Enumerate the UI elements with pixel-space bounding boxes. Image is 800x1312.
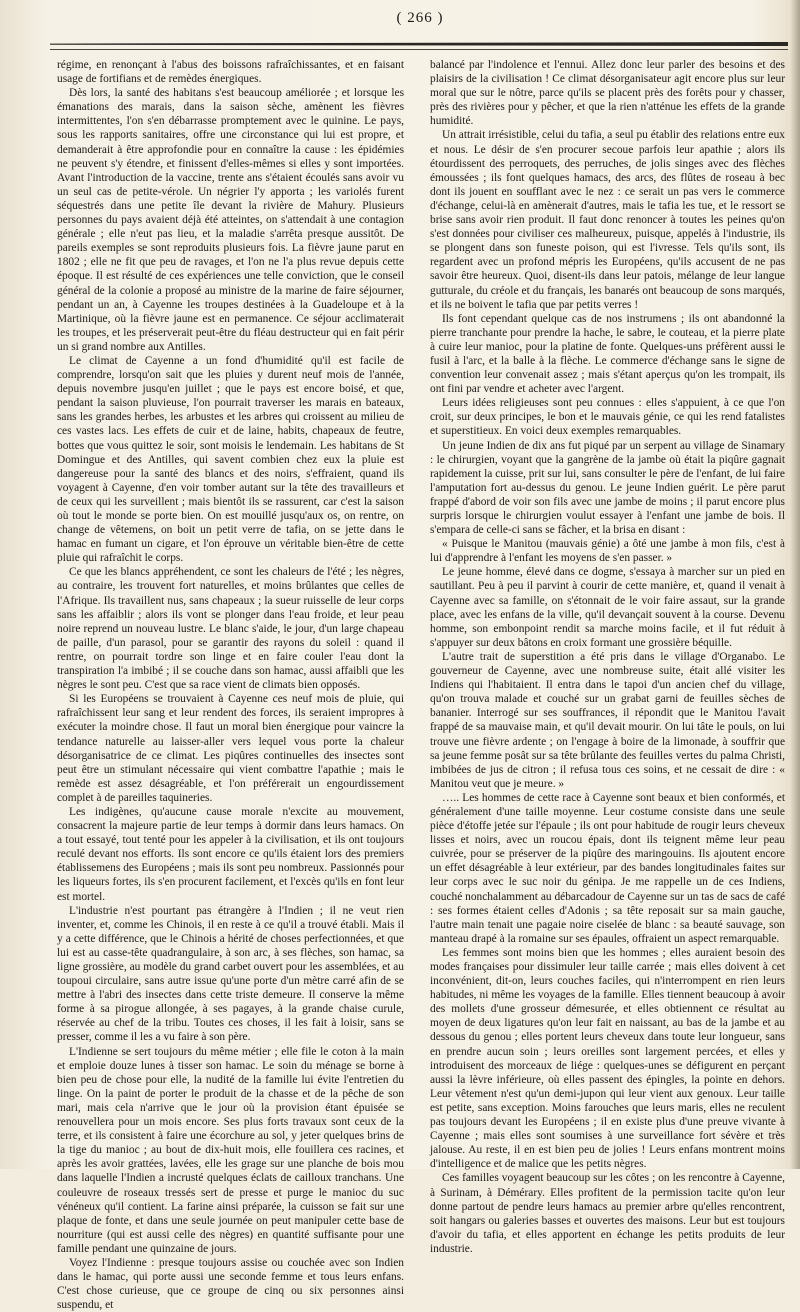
right-column: [430, 58, 785, 1255]
paragraph: Ils font cependant quelque cas de nos instrumens ; ils ont abandonné la pierre tranchante pour prendre la hache, le sabre, le couteau, et la pierre plate à cuire leur manioc, pour la platine de fonte. Quelques-uns préfèrent aussi le fusil à l'arc, et la balle à la flèche. Le commerce d'échange sans le signe de convention leur convenait assez ; mais s'étant aperçus qu'on les trompait, ils ont fini par vendre et acheter avec l'argent.: [430, 312, 785, 396]
paragraph: Voyez l'Indienne : presque toujours assise ou couchée avec son Indien dans le hamac, qui porte aussi une seconde femme et tous leurs enfans. C'est chose curieuse, que ce groupe de cinq ou six personnes ainsi suspendu, et: [57, 1256, 404, 1312]
header-rule-thin: [50, 49, 788, 50]
page-edge-shadow: [790, 0, 800, 1169]
paragraph: Le jeune homme, élevé dans ce dogme, s'essaya à marcher sur un pied en sautillant. Peu à peu il parvint à courir de cette manière, et, quand il venait à Cayenne avec sa famille, on s'étonnait de le voir faire assaut, sur la grande place, avec les enfans de la ville, qu'il devançait souvent à la course. Devenu homme, son embonpoint rendit sa marche moins facile, et il fut réduit à s'appuyer sur deux bâtons en croix formant une grossière béquille.: [430, 566, 785, 649]
paragraph: L'industrie n'est pourtant pas étrangère à l'Indien ; il ne veut rien inventer, et, comme les Chinois, il en reste à ce qu'il a trouvé établi. Mais il y a cette différence, que le Chinois a hérité de choses perfectionnées, et que lui est au casse-tête quadrangulaire, à son arc, à ses flèches, son hamac, sa ligne grossière, au modèle du grand carbet ouvert pour les assemblées, et au toupoui circulaire, sans autre issue qu'une porte d'un mètre carré afin de se mettre à l'abri des insectes dans cette triste demeure. Il conserve la même forme à sa pirogue allongée, à ses pagayes, à la grande chaise curule, réservée au chef de la tribu. Toutes ces choses, il les fait à loisir, sans se presser, comme il les a vu faire à son père.: [57, 904, 404, 1044]
left-column: [57, 58, 404, 1312]
paragraph: balancé par l'indolence et l'ennui. Allez donc leur parler des besoins et des plaisirs de la civilisation ! Ce climat désorganisateur agit encore plus sur leur moral que sur le nôtre, parce qu'ils se placent près des forêts pour y chasser, près des rivières pour y pêcher, et que la rien n'atténue les effets de la grande humidité.: [430, 59, 785, 128]
paragraph: Ce que les blancs appréhendent, ce sont les chaleurs de l'été ; les nègres, au contraire, les trouvent fort naturelles, et moins brûlantes que celles de l'Afrique. Ils travaillent nus, sans chapeaux ; la sueur ruisselle de leur corps sans les affaiblir ; alors ils vont se plonger dans l'eau froide, et leur peau noire reprend un nouveau lustre. Le blanc s'aide, le jour, d'un large chapeau de paille, d'un parasol, pour se garantir des rayons du soleil : quand il rentre, on pourrait tordre son linge et en faire couler l'eau dont la transpiration l'a imbibé ; il se couche dans son hamac, aussi affaibli que les nègres le sont peu. C'est que sa race vient de climats bien opposés.: [57, 566, 404, 692]
paragraph: Le climat de Cayenne a un fond d'humidité qu'il est facile de comprendre, lorsqu'on sait que les pluies y durent neuf mois de l'année, depuis novembre jusqu'en juillet ; que le pays est encore boisé, et que, pendant la saison pluvieuse, l'on pourrait traverser les marais en bateaux, sans les grandes herbes, les arbustes et les arbres qui croissent au milieu de ces vastes lacs. Les effets de cuir et de laine, habits, chapeaux de feutre, bottes que vous quittez le soir, sont moisis le lendemain. Les habitans de St Domingue et des Antilles, qui savent combien chez eux la pluie est dangereuse pour la santé des blancs et des noirs, s'effraient, quand ils voyagent à Cayenne, d'en voir tomber autant sur la tête des travailleurs et de ceux qui les surveillent ; mais bientôt ils se rassurent, car c'est la saison où tout le monde se porte bien. On est mouillé jusqu'aux os, on rentre, on change de vêtemens, on boit un petit verre de tafia, on se jette dans le hamac en fumant un cigare, et l'on éprouve un véritable bien-être de cette pluie qui rafraîchit le corps.: [57, 354, 404, 565]
paragraph: régime, en renonçant à l'abus des boissons rafraîchissantes, et en faisant usage de fortifians et de remèdes énergiques.: [57, 59, 404, 86]
paragraph: Dès lors, la santé des habitans s'est beaucoup améliorée ; et lorsque les émanations des marais, dans la saison sèche, amènent les fièvres intermittentes, l'on s'en débarrasse promptement avec le quinine. Le pays, sous les rapports sanitaires, offre une circonstance qui lui est propre, et demanderait à être approfondie pour en connaître la cause : les épidémies ne peuvent s'y étendre, et finissent d'elles-mêmes si elles y sont importées. Avant l'introduction de la vaccine, trente ans s'étaient écoulés sans avoir vu un seul cas de petite-vérole. Un négrier l'y apporta ; les variolés furent séquestrés dans une petite île devant la rivière de Mahury. Plusieurs personnes du pays avaient déjà été atteintes, on s'attendait à une contagion générale ; elle n'eut pas lieu, et la maladie s'arrêta presque aussitôt. De pareils exemples se sont reproduits plusieurs fois. La fièvre jaune parut en 1802 ; elle ne fit que peu de ravages, et l'on ne l'a plus revue depuis cette époque. Il est résulté de ces expériences une telle conviction, que le conseil général de la colonie a proposé au ministre de la marine de faire séjourner, pendant un an, à Cayenne les troupes destinées à la Guadeloupe et à la Martinique, où la fièvre jaune est en permanence. Ce séjour acclimaterait les troupes, et les préserverait peut-être du fléau destructeur qui en fait périr un si grand nombre aux Antilles.: [57, 87, 404, 353]
paragraph: Leurs idées religieuses sont peu connues : elles s'appuient, à ce que l'on croit, sur deux principes, le bon et le mauvais génie, ce qui les rend fatalistes et superstitieux. En voici deux exemples remarquables.: [430, 397, 785, 438]
paragraph: ….. Les hommes de cette race à Cayenne sont beaux et bien conformés, et généralement d'une taille moyenne. Leur costume consiste dans une seule pièce d'étoffe jetée sur l'épaule ; ils ont pour habitude de rougir leurs cheveux lisses et noirs, avec un roucou épais, dont ils teignent même leur peau cuivrée, pour se préserver de la piqûre des maringouins. Ils ajoutent encore un effet désagréable à leur extérieur, par des bandes longitudinales faites sur leur corps avec le suc noir du génipa. Je me rappelle un de ces Indiens, couché nonchalamment au débarcadour de Cayenne sur un tas de sacs de café : ses formes étaient celles d'Adonis ; sa tête reposait sur sa main gauche, l'autre main tenait une pagaie noire ciselée de blanc : sa beauté sauvage, son manteau drapé à la romaine sur ses épaules, offraient un aspect remarquable.: [430, 791, 785, 945]
paragraph: Les femmes sont moins bien que les hommes ; elles auraient besoin des modes françaises pour dissimuler leur taille carrée ; mais elles doivent à cet inconvénient, dit-on, leurs couches faciles, qui n'interrompent en rien leurs habitudes, ni même les voyages de la famille. Elles tiennent beaucoup à avoir des mollets d'une grosseur démesurée, et elles obtiennent ce résultat au moyen de deux ligatures qu'on leur fait en naissant, au bas de la jambe et au dessous du genou ; elles portent leurs cheveux dans toute leur longueur, sans en prendre aucun soin ; leurs oreilles sont largement percées, et elles y introduisent des morceaux de liége : quelques-unes se défigurent en perçant aussi la lèvre inférieure, où elles passent des épingles, la pointe en dehors. Leur vêtement n'est qu'un demi-jupon qui leur vient aux genoux. Leur taille est petite, sans exception. Moins farouches que leurs maris, elles ne reculent pas toujours devant les Européens ; il en existe plus d'une preuve vivante à Cayenne ; mais elles sont soumises à une surveillance fort sévère et très jalouse. Au reste, il en est bien peu de jolies ! Leurs enfans montrent moins d'intelligence et de malice que les petits nègres.: [430, 946, 785, 1171]
paragraph: Les indigènes, qu'aucune cause morale n'excite au mouvement, consacrent la majeure partie de leur temps à dormir dans leurs hamacs. On a tout essayé, tout tenté pour les appeler à la civilisation, et ils ont toujours reculé devant nos efforts. Ils sont encore ce qu'ils étaient lors des premiers établissemens des Européens ; mais ils sont peu nombreux. Passionnés pour les liqueurs fortes, ils s'en procurent facilement, et l'excès qu'ils en font leur est mortel.: [57, 805, 404, 903]
page-header: [0, 10, 800, 34]
paragraph: « Puisque le Manitou (mauvais génie) a ôté une jambe à mon fils, c'est à lui d'apprendre à l'enfant les moyens de s'en passer. »: [430, 538, 785, 565]
paragraph: Un jeune Indien de dix ans fut piqué par un serpent au village de Sinamary : le chirurgien, voyant que la gangrène de la jambe où était la piqûre gagnait rapidement la cuisse, prit sur lui, sans consulter le père de l'enfant, de lui faire l'amputation fort au-dessus du genou. Le jeune Indien guérit. Le père parut frappé d'abord de voir son fils avec une jambe de moins ; il parut encore plus surpris lorsque le chirurgien voulut essayer à l'enfant une jambe de bois. Il s'empara de celle-ci sans se fâcher, et la brisa en disant :: [430, 439, 785, 537]
paragraph: Un attrait irrésistible, celui du tafia, a seul pu établir des relations entre eux et nous. Le désir de s'en procurer secoue parfois leur apathie ; alors ils étourdissent des perroquets, des perruches, de jolis singes avec des flèches émoussées ; ils font quelques hamacs, des arcs, des flûtes de roseau à bec dont ils jouent en soufflant avec le nez : ce serait un pas vers le commerce d'échange, celui-là en amènerait d'autres, mais le tafia les tue, et le ressort se brise sans avoir rien produit. Il faut donc renoncer à toutes les peines qu'on s'est données pour civiliser ces malheureux, puisque, appelés à l'industrie, ils se plongent dans son funeste poison, qui est l'ivresse. Tels qu'ils sont, ils regardent avec un profond mépris les Européens, qu'ils accusent de ne pas savoir être heureux. Quoi, disent-ils dans leur patois, mélange de leur langue gutturale, du créole et du français, les banarés ont beaucoup de sons marqués, et ils ne boivent le tafia que par petits verres !: [430, 129, 785, 311]
column-gutter: [418, 58, 419, 1148]
header-rule: [50, 42, 788, 46]
page-number: ( 266 ): [396, 10, 444, 26]
paragraph: Si les Européens se trouvaient à Cayenne ces neuf mois de pluie, qui rafraîchissent leur sang et leur rendent des forces, ils seraient impropres à exécuter la moindre chose. Il faut un moral bien énergique pour vaincre la tendance naturelle au laisser-aller vers lequel vous porte la chaleur désorganisatrice de ce climat. Les piqûres continuelles des insectes sont peut être un stimulant nécessaire qui vient combattre l'apathie ; mais le remède est assez désagréable, et l'on préférerait un engourdissement complet à de pareilles taquineries.: [57, 693, 404, 804]
paragraph: Ces familles voyagent beaucoup sur les côtes ; on les rencontre à Cayenne, à Surinam, à Démérary. Elles profitent de la permission tacite qu'on leur donne partout de pendre leurs hamacs au premier arbre qu'elles rencontrent, soit hangars ou galeries basses et ouvertes des maisons. Leur but est toujours d'avoir du tafia, et elles apportent en échange les petits produits de leur industrie.: [430, 1172, 785, 1255]
paragraph: L'autre trait de superstition a été pris dans le village d'Organabo. Le gouverneur de Cayenne, avec une nombreuse suite, était allé visiter les Indiens qui l'habitaient. Il entra dans le tapoi d'un ancien chef du village, qu'on trouva malade et couché sur un grabat garni de feuilles sèches de bananier. Interrogé sur ses souffrances, il répondit que le Manitou l'avait frappé de sa mauvaise main, et qu'il devait mourir. On lui tâte le pouls, on lui trouve une fièvre ardente ; on l'engage à boire de la limonade, à souffrir que sa jeune femme posât sur sa tête brûlante des feuilles vertes du palma Christi, imbibées de jus de citron ; il refusa tous ces soins, et ne cessait de dire : « Manitou veut que je meure. »: [430, 650, 785, 790]
paragraph: L'Indienne se sert toujours du même métier ; elle file le coton à la main et emploie douze lunes à tisser son hamac. Le soin du ménage se borne à bien peu de chose pour elle, la nudité de la famille lui évite l'entretien du linge. On la paint de porter le produit de la chasse et de la pêche de son mari, mais cela n'arrive que le jour où la provision étant épuisée se renouvellera pour un mois encore. Ses plus forts travaux sont ceux de la terre, et ils consistent à faire une écorchure au sol, y jeter quelques brins de la tige du manioc ; au bout de dix-huit mois, elle fouillera ces racines, et après les avoir grattées, lavées, elle les grage sur une planche de bois mou dans laquelle l'Indien a incrusté quelques éclats de cailloux tranchans. Une couleuvre de roseaux tressés sert de presse et purge le manioc du suc vénéneux qu'il contient. La farine ainsi préparée, la cuisson se fait sur une plaque de fonte, et dans une seule journée on peut manipuler cette base de nourriture (qui est aussi celle des nègres) en quantité suffisante pour une famille pendant une quinzaine de jours.: [57, 1045, 404, 1255]
